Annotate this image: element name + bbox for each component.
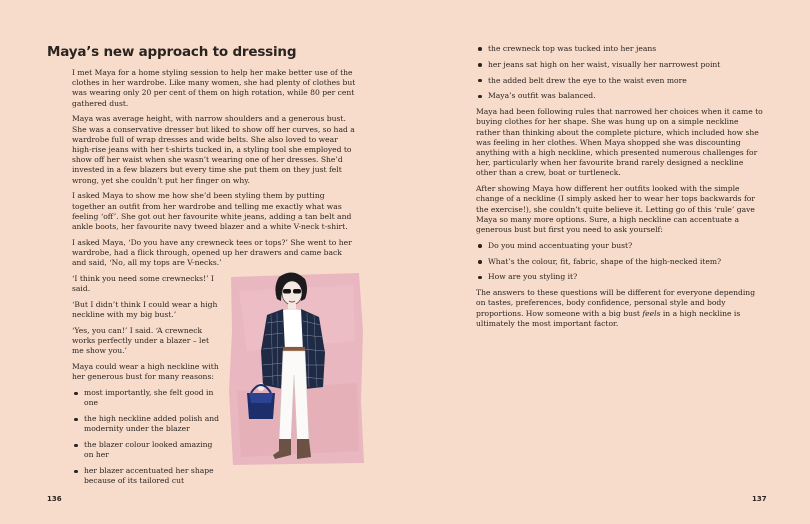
list-item: the added belt drew the eye to the waist even more [476,76,764,86]
paragraph: Maya was average height, with narrow shoulders and a generous bust. She was a conservative dresser but liked to show off her curves, so had a wardrobe full of wrap dresses and wide belts. She also loved to wear high-rise jeans with her t-shirts tucked in, a styling tool she employed to show off her waist when she wasn’t wearing one of her dresses. She’d invested in a few blazers but every time she put them on they just felt wrong, yet she couldn’t put her finger on why. [72,114,355,185]
paragraph: ‘Yes, you can!’ I said. ‘A crewneck works perfectly under a blazer – let me show you.’ [72,326,210,356]
tan-belt [283,347,305,351]
right-ankle-boot [297,439,311,459]
list-item: most importantly, she felt good in one [72,388,222,408]
list-item: What’s the colour, fit, fabric, shape of the high-necked item? [476,257,764,267]
list-item: her blazer accentuated her shape because of its tailored cut [72,466,222,486]
illustration-svg [227,271,365,467]
list-item: the high neckline added polish and modernity under the blazer [72,414,222,434]
page-number-right: 137 [752,495,767,503]
list-item: the crewneck top was tucked into her jeans [476,44,764,54]
list-item: the blazer colour looked amazing on her [72,440,222,460]
questions-list [476,241,764,283]
closing-text: in a high neckline is ultimately the most important factor. [476,308,741,328]
right-text-column [476,44,764,335]
closing-text: The answers to these questions will be different for everyone depending on tastes, preferences, body confidence, personal style and body proportions. How someone with a big bust [476,288,756,318]
list-item: How are you styling it? [476,272,764,282]
fashion-figure-illustration-icon [227,271,365,467]
page-number-left: 136 [47,495,62,503]
paragraph: After showing Maya how different her outfits looked with the simple change of a neckline (I simply asked her to wear her tops backwards for the exercise!), she couldn’t quite believe it. Letting go of this ‘rule’ gave Maya so many more options. Sure, a high neckline can accentuate a generous bust but first you need to ask yourself: [476,184,755,235]
right-page [405,0,810,524]
closing-paragraph [476,288,764,329]
section-title: Maya’s new approach to dressing [47,44,297,60]
paragraph: ‘But I didn’t think I could wear a high neckline with my big bust.’ [72,300,218,320]
paragraph: Maya had been following rules that narrowed her choices when it came to buying clothes for her shape. She was hung up on a simple neckline rather than thinking about the complete picture, which included how she was feeling in her clothes. When Maya shopped she was discounting anything with a high neckline, which presented numerous challenges for her, particularly when her favourite brand rarely designed a neckline other than a crew, boat or turtleneck. [476,107,763,178]
outfit-list [476,44,764,102]
paragraph: I asked Maya, ‘Do you have any crewneck tees or tops?’ She went to her wardrobe, had a flick through, opened up her drawers and came back and said, ‘No, all my tops are V-necks.’ [72,237,352,268]
list-item: Do you mind accentuating your bust? [476,241,764,251]
paragraph: ‘I think you need some crewnecks!’ I said. [72,274,214,294]
list-item: her jeans sat high on her waist, visually her narrowest point [476,60,764,70]
paragraph: I asked Maya to show me how she’d been styling them by putting together an outfit from her wardrobe and telling me exactly what was feeling ‘off’. She got out her favourite white jeans, adding a tan belt and ankle boots, her favourite navy tweed blazer and a white V-neck t-shirt. [72,191,352,232]
emphasis-text: feels [642,308,661,318]
paragraph: Maya could wear a high neckline with her generous bust for many reasons: [72,362,219,382]
reasons-list [72,388,222,486]
list-item: Maya’s outfit was balanced. [476,91,764,101]
narrow-text-block [72,274,222,487]
sunglasses [283,289,291,294]
paragraph: I met Maya for a home styling session to help her make better use of the clothes in her wardrobe. Like many women, she had plenty of clothes but was wearing only 20 per cent of them on high rotation, while 80 per cent gathered dust. [72,68,356,108]
